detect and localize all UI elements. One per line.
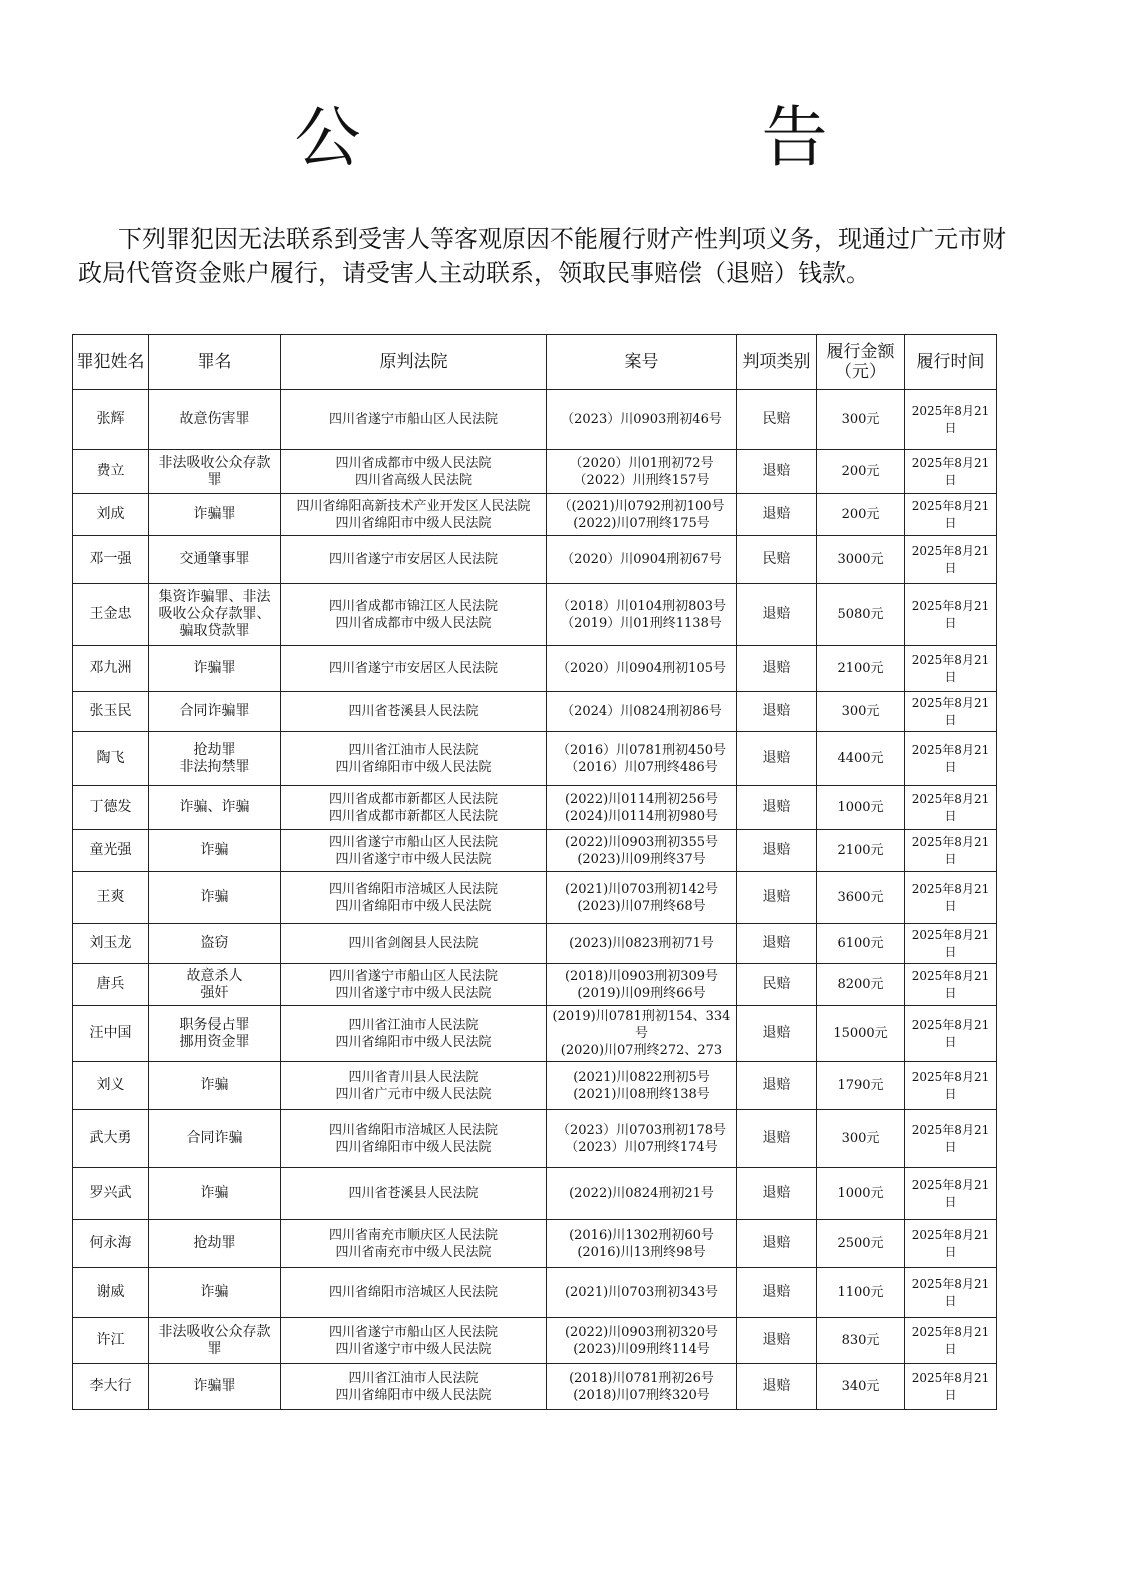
cell-crime-line: 集资诈骗罪、非法 [158,589,271,605]
cell-case-number-line: （(2021)川0792刑初100号 [558,498,725,514]
cell-case-number [547,584,737,646]
cell-judgment-type: 退赔 [737,924,817,964]
cell-case-number [547,1364,737,1410]
cell-court-line: 四川省绵阳市中级人民法院 [335,759,492,775]
cell-date: 2025年8月21日 [905,1220,997,1268]
cell-case-number-line: (2018)川0903刑初309号 [564,968,719,984]
cell-court-line: 四川省遂宁市中级人民法院 [335,985,492,1001]
cell-crime [149,692,281,732]
cell-amount: 5080元 [817,584,905,646]
cell-case-number [547,830,737,872]
cell-crime [149,872,281,924]
cell-court-line: 四川省江油市人民法院 [348,742,479,758]
cell-court-line: 四川省广元市中级人民法院 [335,1086,492,1102]
cell-court-line: 四川省遂宁市中级人民法院 [335,851,492,867]
cell-case-number [547,1220,737,1268]
notice-intro-text: 下列罪犯因无法联系到受害人等客观原因不能履行财产性判项义务，现通过广元市财政局代管资金账户履行，请受害人主动联系，领取民事赔偿（退赔）钱款。 [78,225,1006,287]
cell-judgment-type: 退赔 [737,1364,817,1410]
cell-date: 2025年8月21日 [905,1110,997,1168]
header-original-court: 原判法院 [281,335,547,390]
cell-court [281,494,547,536]
cell-case-number-line: (2019)川0781刑初154、334 [552,1009,731,1024]
cell-judgment-type: 退赔 [737,494,817,536]
cell-case-number [547,964,737,1006]
table-body [73,390,997,1410]
cell-case-number-line: (2023)川09刑终114号 [573,1341,710,1357]
cell-court-line: 四川省青川县人民法院 [348,1069,479,1085]
header-criminal-name: 罪犯姓名 [73,335,149,390]
cell-crime [149,964,281,1006]
cell-crime [149,1220,281,1268]
cell-criminal-name: 刘玉龙 [73,924,149,964]
cell-amount: 200元 [817,494,905,536]
cell-crime-line: 骗取贷款罪 [179,623,250,639]
cell-date: 2025年8月21日 [905,494,997,536]
cell-case-number-line: (2024)川0114刑初980号 [564,808,719,824]
cell-case-number-line: (2016)川13刑终98号 [577,1244,706,1260]
cell-crime-line: 诈骗、诈骗 [179,799,250,815]
cell-case-number [547,1318,737,1364]
cell-amount: 3000元 [817,536,905,584]
cell-court-line: 四川省遂宁市船山区人民法院 [328,412,498,427]
cell-case-number [547,1168,737,1220]
cell-crime [149,646,281,692]
table-row [73,1006,997,1062]
cell-court [281,830,547,872]
cell-crime-line: 罪 [207,471,222,488]
cell-crime-line: 诈骗 [200,1185,229,1201]
cell-crime [149,494,281,536]
cell-amount: 3600元 [817,872,905,924]
cell-court [281,450,547,494]
cell-case-number [547,1268,737,1318]
cell-criminal-name: 罗兴武 [73,1168,149,1220]
table-row [73,494,997,536]
cell-court-line: 四川省成都市中级人民法院 [335,615,492,631]
table-row [73,924,997,964]
cell-crime-line: 合同诈骗罪 [179,703,250,719]
cell-case-number-line: (2021)川0703刑初343号 [564,1285,719,1300]
cell-date: 2025年8月21日 [905,1006,997,1062]
cell-case-number-line: 号 [634,1026,648,1041]
cell-judgment-type: 民赔 [737,536,817,584]
cell-crime-line: 盗窃 [200,935,229,951]
cell-crime [149,786,281,830]
cell-judgment-type: 退赔 [737,1168,817,1220]
cell-case-number-line: (2022)川0824刑初21号 [569,1186,714,1201]
cell-court-line: 四川省剑阁县人民法院 [348,936,479,951]
cell-criminal-name: 王金忠 [73,584,149,646]
cell-case-number [547,786,737,830]
cell-case-number-line: (2021)川08刑终138号 [573,1086,710,1102]
cell-criminal-name: 邓一强 [73,536,149,584]
cell-amount: 1790元 [817,1062,905,1110]
cell-court [281,1006,547,1062]
cell-judgment-type: 退赔 [737,830,817,872]
cell-case-number-line: (2023)川0823刑初71号 [569,936,714,951]
table-row [73,450,997,494]
cell-criminal-name: 谢威 [73,1268,149,1318]
notice-intro [78,222,1028,290]
cell-criminal-name: 费立 [73,450,149,494]
header-date: 履行时间 [905,335,997,390]
cell-case-number-line: （2023）川07刑终174号 [565,1139,718,1155]
cell-case-number [547,924,737,964]
cell-date: 2025年8月21日 [905,536,997,584]
table-row [73,536,997,584]
cell-case-number-line: (2022)川0114刑初256号 [564,791,719,807]
cell-crime-line: 诈骗 [200,889,229,905]
cell-court-line: 四川省绵阳市中级人民法院 [335,1387,492,1403]
cell-court [281,390,547,450]
cell-court-line: 四川省南充市顺庆区人民法院 [328,1227,498,1243]
cell-crime [149,830,281,872]
cell-criminal-name: 许江 [73,1318,149,1364]
cell-case-number-line: (2021)川0822刑初5号 [573,1069,710,1085]
cell-case-number-line: (2021)川0703刑初142号 [564,881,719,897]
cell-court [281,1364,547,1410]
cell-criminal-name: 武大勇 [73,1110,149,1168]
table-row [73,732,997,786]
cell-court [281,584,547,646]
cell-judgment-type: 退赔 [737,646,817,692]
table-row [73,1268,997,1318]
cell-case-number [547,732,737,786]
cell-judgment-type: 退赔 [737,1006,817,1062]
cell-case-number-line: (2023)川09刑终37号 [577,851,706,867]
cell-date: 2025年8月21日 [905,786,997,830]
cell-case-number [547,1110,737,1168]
table-row [73,1110,997,1168]
cell-court [281,924,547,964]
performance-table [72,334,997,1410]
cell-case-number-line: （2023）川0903刑初46号 [561,412,722,427]
cell-judgment-type: 退赔 [737,1268,817,1318]
cell-crime-line: 抢劫罪 [193,741,236,758]
table-row [73,584,997,646]
cell-court-line: 四川省绵阳市中级人民法院 [335,1139,492,1155]
cell-court-line: 四川省江油市人民法院 [348,1017,479,1033]
cell-amount: 340元 [817,1364,905,1410]
cell-crime-line: 吸收公众存款罪、 [158,606,271,622]
cell-amount: 200元 [817,450,905,494]
cell-court-line: 四川省成都市中级人民法院 [335,455,492,471]
cell-crime-line: 非法吸收公众存款 [158,454,271,471]
cell-crime-line: 交通肇事罪 [179,551,250,567]
cell-case-number-line: （2020）川01刑初72号 [569,455,714,471]
cell-criminal-name: 刘义 [73,1062,149,1110]
table-row [73,692,997,732]
cell-amount: 4400元 [817,732,905,786]
cell-judgment-type: 退赔 [737,1318,817,1364]
cell-case-number [547,646,737,692]
cell-crime-line: 故意伤害罪 [179,411,250,427]
cell-court-line: 四川省绵阳市中级人民法院 [335,515,492,531]
cell-criminal-name: 张玉民 [73,692,149,732]
cell-amount: 2500元 [817,1220,905,1268]
cell-judgment-type: 退赔 [737,732,817,786]
cell-crime [149,1268,281,1318]
cell-amount: 300元 [817,1110,905,1168]
cell-amount: 1100元 [817,1268,905,1318]
cell-case-number-line: (2022)川0903刑初320号 [564,1324,719,1340]
cell-judgment-type: 退赔 [737,786,817,830]
cell-crime [149,1364,281,1410]
cell-crime-line: 抢劫罪 [193,1235,236,1251]
cell-court [281,1268,547,1318]
cell-case-number-line: (2020)川07刑终272、273 [560,1043,723,1058]
cell-court-line: 四川省绵阳市涪城区人民法院 [328,1285,498,1300]
cell-court-line: 四川省苍溪县人民法院 [348,704,479,719]
cell-date: 2025年8月21日 [905,872,997,924]
table-row [73,830,997,872]
cell-date: 2025年8月21日 [905,692,997,732]
cell-crime [149,1006,281,1062]
cell-date: 2025年8月21日 [905,584,997,646]
cell-case-number-line: (2023)川07刑终68号 [577,898,706,914]
cell-judgment-type: 退赔 [737,872,817,924]
cell-crime-line: 诈骗罪 [193,506,236,522]
cell-amount: 300元 [817,692,905,732]
cell-judgment-type: 退赔 [737,584,817,646]
cell-court [281,1168,547,1220]
cell-amount: 8200元 [817,964,905,1006]
cell-court-line: 四川省江油市人民法院 [348,1370,479,1386]
cell-court [281,536,547,584]
cell-amount: 1000元 [817,1168,905,1220]
cell-case-number-line: （2020）川0904刑初67号 [561,552,722,567]
cell-crime [149,450,281,494]
cell-criminal-name: 丁德发 [73,786,149,830]
header-amount: 履行金额（元） [817,335,905,390]
header-crime: 罪名 [149,335,281,390]
table-row [73,872,997,924]
cell-case-number-line: (2016)川1302刑初60号 [569,1227,714,1243]
cell-case-number-line: (2022)川0903刑初355号 [564,834,719,850]
cell-amount: 6100元 [817,924,905,964]
cell-criminal-name: 何永海 [73,1220,149,1268]
cell-amount: 15000元 [817,1006,905,1062]
header-judgment-type: 判项类别 [737,335,817,390]
table-row [73,786,997,830]
cell-case-number-line: (2022)川07刑终175号 [573,515,710,531]
cell-amount: 1000元 [817,786,905,830]
table-header-row [73,335,997,390]
cell-case-number-line: （2020）川0904刑初105号 [557,661,726,676]
cell-court-line: 四川省绵阳市中级人民法院 [335,1034,492,1050]
cell-criminal-name: 汪中国 [73,1006,149,1062]
cell-case-number-line: （2018）川0104刑初803号 [557,598,726,614]
cell-court [281,964,547,1006]
cell-judgment-type: 退赔 [737,450,817,494]
cell-amount: 2100元 [817,830,905,872]
cell-court-line: 四川省遂宁市船山区人民法院 [328,968,498,984]
cell-court [281,646,547,692]
cell-crime [149,1318,281,1364]
cell-case-number-line: (2018)川07刑终320号 [573,1387,710,1403]
cell-case-number-line: （2016）川0781刑初450号 [557,742,726,758]
cell-crime [149,390,281,450]
cell-criminal-name: 刘成 [73,494,149,536]
cell-case-number [547,494,737,536]
cell-court-line: 四川省成都市新都区人民法院 [328,808,498,824]
cell-judgment-type: 退赔 [737,1220,817,1268]
cell-criminal-name: 童光强 [73,830,149,872]
cell-crime [149,536,281,584]
cell-case-number-line: （2022）川刑终157号 [573,472,710,488]
cell-court [281,732,547,786]
cell-case-number [547,1062,737,1110]
cell-case-number-line: (2018)川0781刑初26号 [569,1370,714,1386]
cell-date: 2025年8月21日 [905,1062,997,1110]
cell-court [281,1318,547,1364]
cell-date: 2025年8月21日 [905,390,997,450]
cell-criminal-name: 李大行 [73,1364,149,1410]
cell-case-number-line: （2019）川01刑终1138号 [561,615,722,631]
cell-court [281,1220,547,1268]
cell-case-number [547,536,737,584]
table-row [73,964,997,1006]
cell-case-number-line: （2024）川0824刑初86号 [561,704,722,719]
cell-date: 2025年8月21日 [905,964,997,1006]
cell-date: 2025年8月21日 [905,732,997,786]
cell-crime-line: 挪用资金罪 [179,1033,250,1050]
cell-judgment-type: 退赔 [737,1110,817,1168]
table-row [73,1220,997,1268]
cell-court [281,786,547,830]
cell-court [281,692,547,732]
cell-crime [149,732,281,786]
cell-date: 2025年8月21日 [905,830,997,872]
cell-court-line: 四川省绵阳市中级人民法院 [335,898,492,914]
cell-date: 2025年8月21日 [905,646,997,692]
table-row [73,1062,997,1110]
cell-court-line: 四川省绵阳市涪城区人民法院 [328,881,498,897]
cell-court [281,1062,547,1110]
cell-date: 2025年8月21日 [905,924,997,964]
cell-court-line: 四川省高级人民法院 [354,472,472,488]
cell-crime-line: 诈骗 [200,842,229,858]
table-row [73,1364,997,1410]
cell-court-line: 四川省南充市中级人民法院 [335,1244,492,1260]
cell-case-number-line: （2023）川0703刑初178号 [557,1122,726,1138]
cell-court-line: 四川省遂宁市中级人民法院 [335,1341,492,1357]
cell-case-number-line: （2016）川07刑终486号 [565,759,718,775]
table-row [73,1318,997,1364]
cell-court [281,872,547,924]
cell-crime-line: 职务侵占罪 [179,1016,250,1033]
cell-crime-line: 故意杀人 [186,967,243,984]
cell-court-line: 四川省苍溪县人民法院 [348,1186,479,1201]
cell-case-number [547,450,737,494]
cell-court-line: 四川省遂宁市安居区人民法院 [328,661,498,676]
cell-crime-line: 诈骗罪 [193,1378,236,1394]
cell-case-number [547,390,737,450]
cell-crime-line: 诈骗 [200,1284,229,1300]
cell-case-number [547,692,737,732]
cell-case-number [547,1006,737,1062]
cell-date: 2025年8月21日 [905,1268,997,1318]
cell-judgment-type: 退赔 [737,1062,817,1110]
cell-crime [149,924,281,964]
cell-criminal-name: 唐兵 [73,964,149,1006]
cell-criminal-name: 陶飞 [73,732,149,786]
cell-court-line: 四川省成都市新都区人民法院 [328,791,498,807]
cell-court-line: 四川省遂宁市船山区人民法院 [328,834,498,850]
cell-case-number-line: (2019)川09刑终66号 [577,985,706,1001]
cell-judgment-type: 民赔 [737,964,817,1006]
cell-date: 2025年8月21日 [905,1318,997,1364]
cell-crime-line: 非法吸收公众存款 [158,1323,271,1340]
cell-crime [149,584,281,646]
cell-case-number [547,872,737,924]
cell-date: 2025年8月21日 [905,450,997,494]
cell-judgment-type: 退赔 [737,692,817,732]
table-row [73,646,997,692]
cell-court-line: 四川省绵阳市涪城区人民法院 [328,1122,498,1138]
cell-court-line: 四川省成都市锦江区人民法院 [328,598,498,614]
cell-amount: 300元 [817,390,905,450]
cell-court-line: 四川省遂宁市船山区人民法院 [328,1324,498,1340]
cell-criminal-name: 邓九洲 [73,646,149,692]
cell-amount: 2100元 [817,646,905,692]
table-row [73,390,997,450]
cell-amount: 830元 [817,1318,905,1364]
header-case-number: 案号 [547,335,737,390]
cell-date: 2025年8月21日 [905,1364,997,1410]
table-row [73,1168,997,1220]
cell-crime-line: 诈骗 [200,1077,229,1093]
cell-crime [149,1062,281,1110]
cell-date: 2025年8月21日 [905,1168,997,1220]
cell-court [281,1110,547,1168]
cell-crime [149,1110,281,1168]
cell-criminal-name: 王爽 [73,872,149,924]
cell-criminal-name: 张辉 [73,390,149,450]
cell-court-line: 四川省绵阳高新技术产业开发区人民法院 [296,498,531,514]
cell-judgment-type: 民赔 [737,390,817,450]
cell-crime-line: 强奸 [200,984,229,1001]
cell-crime-line: 罪 [207,1340,222,1357]
cell-court-line: 四川省遂宁市安居区人民法院 [328,552,498,567]
cell-crime-line: 诈骗罪 [193,660,236,676]
cell-crime-line: 非法拘禁罪 [179,758,250,775]
notice-title: 公 告 [294,99,1018,176]
cell-crime [149,1168,281,1220]
cell-crime-line: 合同诈骗 [186,1130,243,1146]
